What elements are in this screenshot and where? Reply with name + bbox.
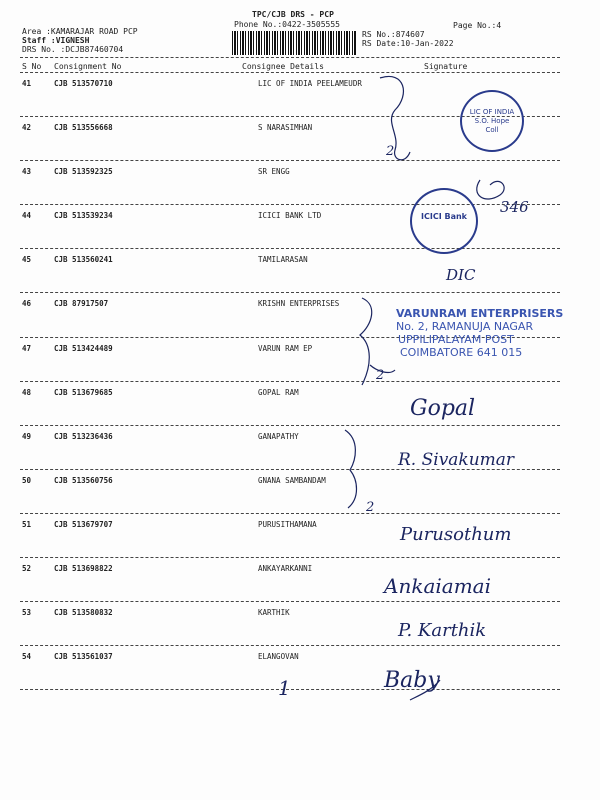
row-consignee: TAMILARASAN [258, 255, 308, 264]
area-label: Area :KAMARAJAR ROAD PCP [22, 27, 138, 36]
row-sno: 54 [22, 652, 32, 661]
col-signature: Signature [424, 62, 468, 71]
row-consignee: ELANGOVAN [258, 652, 299, 661]
stamp-address-line3: COIMBATORE 641 015 [400, 346, 523, 359]
row-sno: 47 [22, 344, 32, 353]
lic-seal-stamp [460, 90, 524, 152]
row-consignee: ICICI BANK LTD [258, 211, 322, 220]
stamp-address-line2: UPPILIPALAYAM POST [398, 333, 514, 346]
staff-label: Staff :VIGNESH [22, 36, 90, 45]
handwritten-number: 346 [500, 198, 529, 216]
row-consignment: CJB 513539234 [54, 211, 113, 220]
handwritten-mark: 2 [366, 500, 375, 515]
icici-seal-text: ICICI Bank [421, 212, 467, 221]
row-consignee: KRISHN ENTERPRISES [258, 299, 340, 308]
row-consignee: SR ENGG [258, 167, 290, 176]
stamp-company: VARUNRAM ENTERPRISERS [396, 307, 564, 320]
row-consignment: CJB 513236436 [54, 432, 113, 441]
row-sno: 50 [22, 476, 32, 485]
report-title: TPC/CJB DRS - PCP [252, 10, 334, 19]
row-sno: 41 [22, 79, 32, 88]
handwritten-mark: 1 [278, 676, 291, 700]
row-sno: 42 [22, 123, 32, 132]
row-consignee: GOPAL RAM [258, 388, 299, 397]
row-consignee: GNANA SAMBANDAM [258, 476, 326, 485]
row-consignment: CJB 87917507 [54, 299, 109, 308]
signature-row-48: Gopal [410, 396, 476, 421]
col-sno: S No [22, 62, 42, 71]
row-sno: 49 [22, 432, 32, 441]
rs-number: RS No.:874607 [362, 30, 425, 39]
row-sno: 45 [22, 255, 32, 264]
col-consignee: Consignee Details [242, 62, 324, 71]
rs-date: RS Date:10-Jan-2022 [362, 39, 454, 48]
row-consignment: CJB 513561037 [54, 652, 113, 661]
row-sno: 46 [22, 299, 32, 308]
drs-number: DRS No. :DCJB87460704 [22, 45, 124, 54]
row-consignee: S NARASIMHAN [258, 123, 313, 132]
row-sno: 52 [22, 564, 32, 573]
row-consignment: CJB 513580832 [54, 608, 113, 617]
stamp-address-line1: No. 2, RAMANUJA NAGAR [396, 320, 534, 333]
row-sno: 44 [22, 211, 32, 220]
lic-seal-text: LIC OF INDIA S.O. Hope Coll [469, 108, 515, 134]
handwritten-mark: 2 [376, 368, 385, 383]
signature-row-54: Baby [384, 668, 440, 693]
signature-row-51: Purusothum [400, 524, 512, 545]
row-consignment: CJB 513560756 [54, 476, 113, 485]
row-consignment: CJB 513679707 [54, 520, 113, 529]
phone-number: Phone No.:0422-3505555 [234, 20, 340, 29]
row-consignment: CJB 513556668 [54, 123, 113, 132]
col-consignment: Consignment No [54, 62, 122, 71]
row-consignment: CJB 513560241 [54, 255, 113, 264]
row-sno: 43 [22, 167, 32, 176]
page-number: Page No.:4 [453, 21, 502, 30]
row-consignee: GANAPATHY [258, 432, 299, 441]
row-consignee: VARUN RAM EP [258, 344, 313, 353]
signature-row-52: Ankaiamai [384, 574, 491, 598]
row-consignee: KARTHIK [258, 608, 290, 617]
handwritten-dlc: DIC [446, 266, 476, 284]
row-consignment: CJB 513570710 [54, 79, 113, 88]
icici-seal-stamp [410, 188, 478, 254]
row-sno: 53 [22, 608, 32, 617]
signature-row-53: P. Karthik [398, 620, 487, 641]
row-sno: 51 [22, 520, 32, 529]
row-consignment: CJB 513592325 [54, 167, 113, 176]
row-consignee: LIC OF INDIA PEELAMEUDR [258, 79, 362, 88]
signature-row-49: R. Sivakumar [398, 450, 515, 470]
row-consignee: PURUSITHAMANA [258, 520, 317, 529]
row-consignment: CJB 513698822 [54, 564, 113, 573]
row-consignee: ANKAYARKANNI [258, 564, 313, 573]
handwritten-mark: 2 [386, 144, 395, 159]
row-sno: 48 [22, 388, 32, 397]
row-consignment: CJB 513424489 [54, 344, 113, 353]
row-consignment: CJB 513679685 [54, 388, 113, 397]
